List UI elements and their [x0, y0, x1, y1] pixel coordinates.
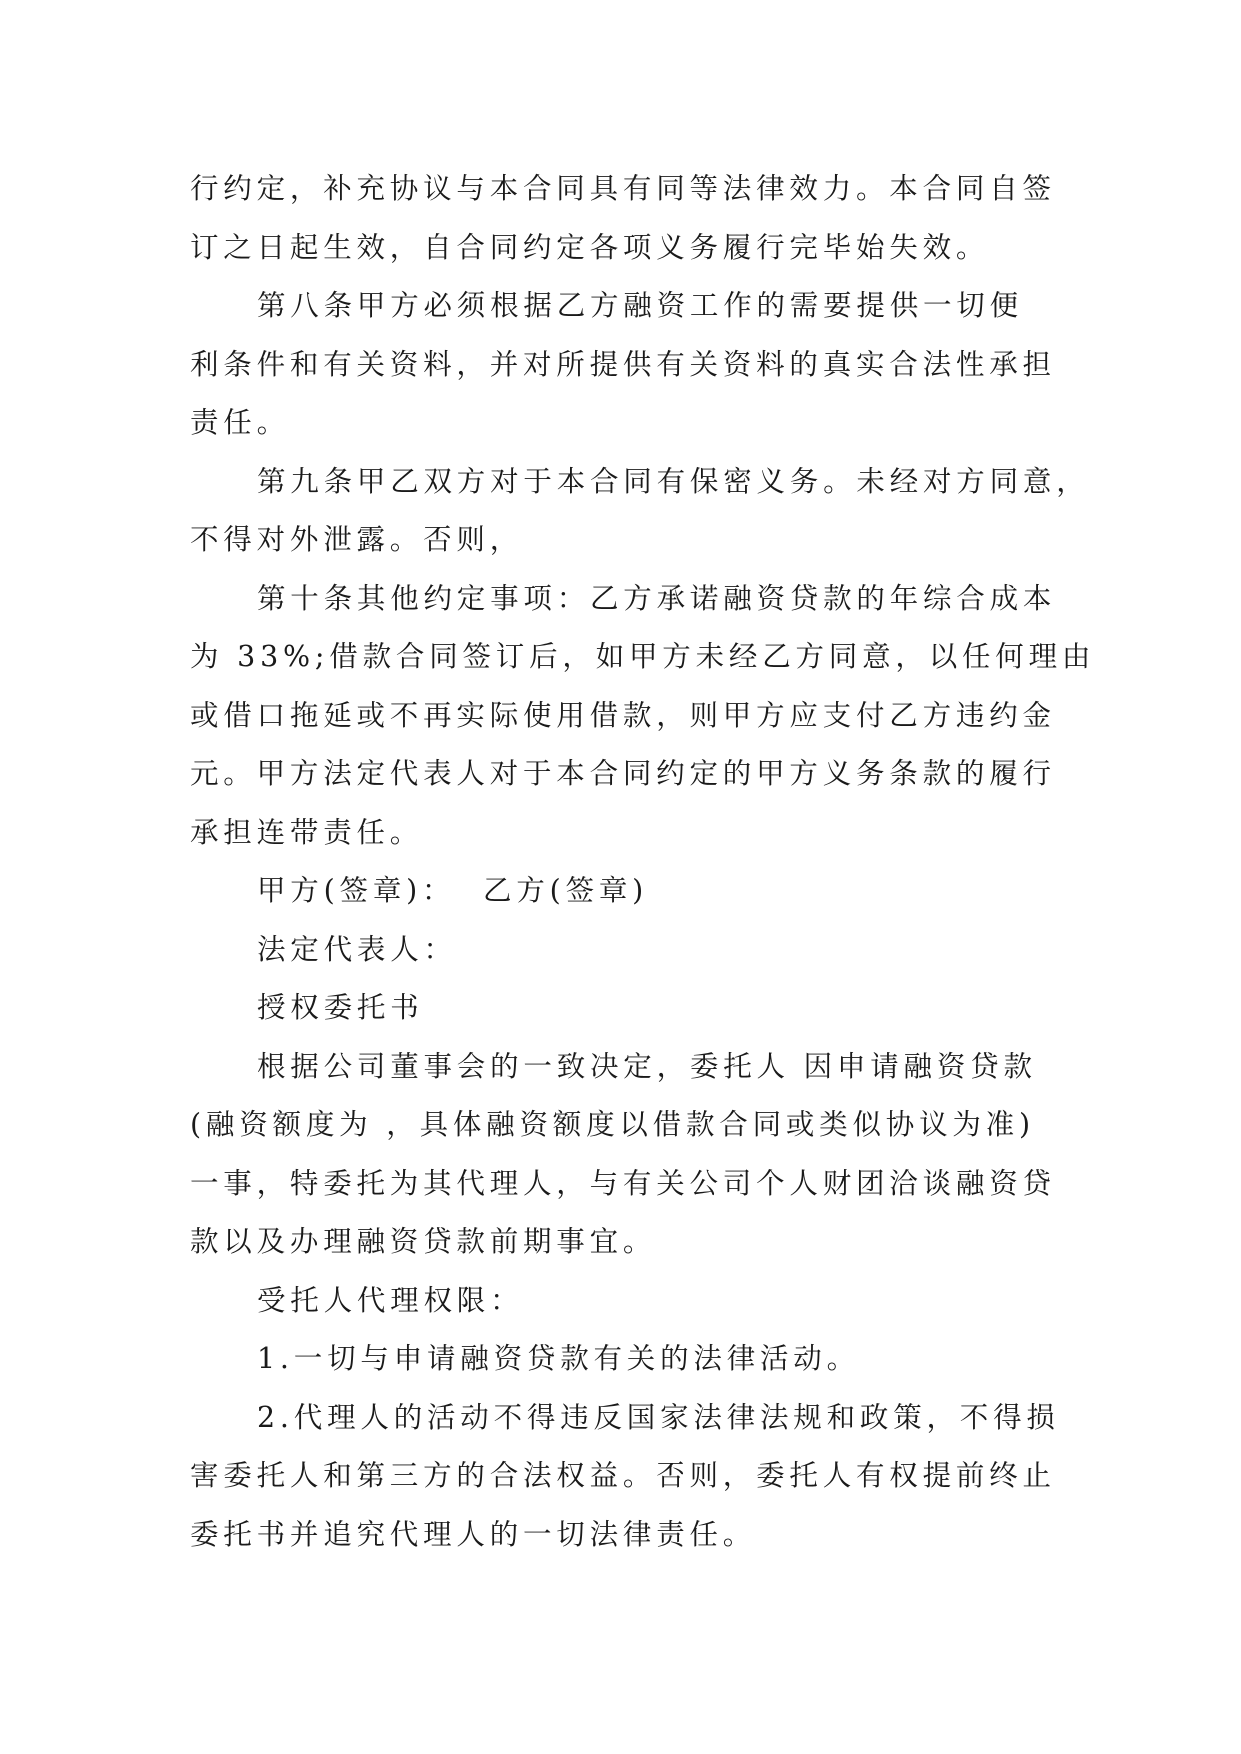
text-line: 承担连带责任。	[190, 815, 424, 849]
text-line: (融资额度为 ，具体融资额度以借款合同或类似协议为准)	[190, 1108, 1035, 1141]
text-line: 利条件和有关资料，并对所提供有关资料的真实合法性承担	[190, 347, 1056, 381]
authority-heading-line: 受托人代理权限：	[257, 1283, 524, 1317]
text-line: 责任。	[190, 406, 290, 439]
text-line: 不得对外泄露。否则，	[190, 523, 524, 556]
text-line: 元。甲方法定代表人对于本合同约定的甲方义务条款的履行	[190, 757, 1056, 790]
text-line: 害委托人和第三方的合法权益。否则，委托人有权提前终止	[190, 1459, 1056, 1492]
signature-line: 甲方(签章)： 乙方(签章)	[257, 874, 649, 907]
text-line: 根据公司董事会的一致决定，委托人 因申请融资贷款	[257, 1049, 1037, 1083]
article-10-heading-line: 第十条其他约定事项：乙方承诺融资贷款的年综合成本	[257, 581, 1057, 615]
article-8-heading-line: 第八条甲方必须根据乙方融资工作的需要提供一切便	[257, 289, 1023, 322]
text-line: 订之日起生效，自合同约定各项义务履行完毕始失效。	[190, 230, 990, 264]
text-line: 为 33%;借款合同签订后，如甲方未经乙方同意，以任何理由	[190, 640, 1096, 673]
article-9-heading-line: 第九条甲乙双方对于本合同有保密义务。未经对方同意，	[257, 464, 1090, 498]
legal-representative-line: 法定代表人：	[257, 932, 457, 966]
list-item: 2.代理人的活动不得违反国家法律法规和政策，不得损	[257, 1400, 1060, 1434]
text-line: 款以及办理融资贷款前期事宜。	[190, 1225, 657, 1258]
document-body	[190, 160, 1096, 1564]
text-line: 一事，特委托为其代理人，与有关公司个人财团洽谈融资贷	[190, 1166, 1056, 1200]
text-line: 或借口拖延或不再实际使用借款，则甲方应支付乙方违约金	[190, 698, 1056, 732]
text-line: 行约定，补充协议与本合同具有同等法律效力。本合同自签	[190, 172, 1056, 205]
text-line: 委托书并追究代理人的一切法律责任。	[190, 1517, 757, 1551]
section-title: 授权委托书	[257, 991, 424, 1024]
list-item: 1.一切与申请融资贷款有关的法律活动。	[257, 1342, 860, 1375]
